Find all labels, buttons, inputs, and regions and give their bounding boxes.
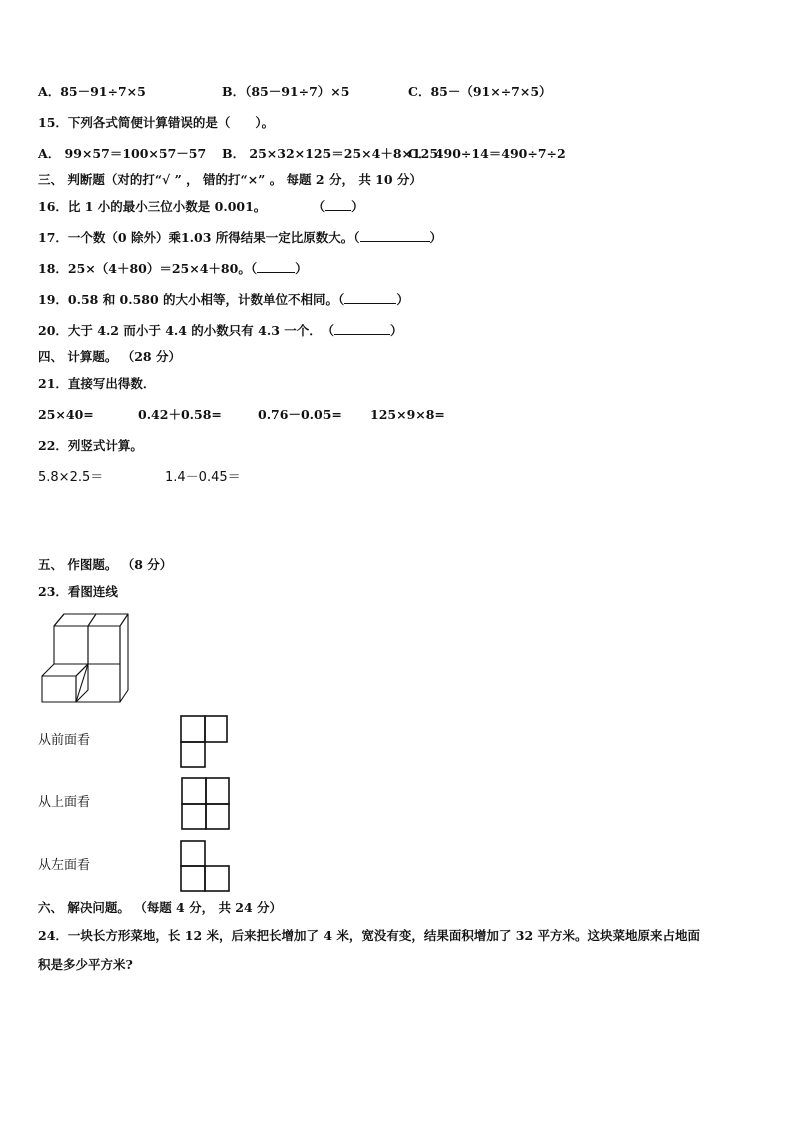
q17-text: 17．一个数（0 除外）乘1.03 所得结果一定比原数大。: [38, 230, 354, 245]
q16: [38, 199, 364, 215]
q16-answer-blank[interactable]: [325, 210, 351, 211]
q16-paren-close: ）: [351, 199, 364, 214]
q22-stem: 22．列竖式计算。: [38, 438, 143, 453]
q21-item: 0.76－0.05=: [258, 407, 342, 422]
q21-stem: 21．直接写出得数．: [38, 376, 156, 391]
q18: [38, 261, 308, 277]
q24-line-1: 24．一块长方形菜地，长 12 米，后来把长增加了 4 米，宽没有变，结果面积增加了 32 平方米。这块菜地原来占地面: [38, 928, 700, 943]
view-label-left: 从左面看: [38, 858, 91, 873]
section-3-heading: 三、 判断题（对的打“√ ” ， 错的打“×” 。 每题 2 分， 共 10 分）: [38, 172, 422, 187]
q14-option-b: B．（85－91÷7）×5: [222, 84, 350, 99]
q19-answer-blank[interactable]: [344, 303, 396, 304]
q21-item: 125×9×8=: [370, 407, 445, 422]
q17-paren-close: ）: [429, 230, 443, 245]
q17-answer-blank[interactable]: [360, 241, 430, 242]
q16-paren-open: （: [312, 199, 326, 214]
q21-item: 25×40=: [38, 407, 94, 422]
q16-text: 16．比 1 小的最小三位小数是 0.001。: [38, 199, 267, 214]
q20-paren-close: ）: [390, 323, 403, 338]
q15-option-c: C． 490÷14＝490÷7÷2: [408, 146, 566, 161]
q14-option-a: A．85－91÷7×5: [38, 84, 146, 99]
q22-item: 1.4－0.45＝: [165, 470, 241, 485]
q17: [38, 230, 442, 246]
q20-answer-blank[interactable]: [334, 334, 390, 335]
q19-text: 19．0.58 和 0.580 的大小相等，计数单位不相同。: [38, 292, 339, 307]
q22-item: 5.8×2.5＝: [38, 470, 104, 485]
q15-option-b: B． 25×32×125＝25×4＋8×125: [222, 146, 439, 161]
section-5-heading: 五、 作图题。 （8 分）: [38, 557, 173, 572]
q19-paren-open: （: [338, 292, 345, 307]
q23-stem: 23．看图连线: [38, 584, 118, 599]
q18-answer-blank[interactable]: [257, 272, 295, 273]
q15-option-a: A． 99×57＝100×57－57: [38, 146, 207, 161]
view-option-3[interactable]: [180, 840, 232, 894]
section-6-heading: 六、 解决问题。 （每题 4 分， 共 24 分）: [38, 900, 283, 915]
q20-paren-open: （: [327, 323, 335, 338]
view-label-top: 从上面看: [38, 795, 91, 810]
view-label-front: 从前面看: [38, 733, 91, 748]
section-4-heading: 四、 计算题。 （28 分）: [38, 349, 181, 364]
q18-paren-close: ）: [295, 261, 308, 276]
q14-option-c: C．85－（91×÷7×5）: [408, 84, 552, 99]
q24-line-2: 积是多少平方米?: [38, 957, 133, 972]
view-option-2[interactable]: [180, 777, 232, 831]
q17-paren-open: （: [353, 230, 360, 245]
q20-text: 20．大于 4.2 而小于 4.4 的小数只有 4.3 一个．: [38, 323, 322, 338]
q18-text: 18．25×（4＋80）＝25×4＋80。: [38, 261, 251, 276]
q19-paren-close: ）: [396, 292, 409, 307]
q15-stem: 15．下列各式简便计算错误的是（ ）。: [38, 115, 275, 130]
view-option-1[interactable]: [180, 715, 230, 769]
q18-paren-open: （: [250, 261, 258, 276]
q20: [38, 323, 403, 339]
q21-item: 0.42＋0.58=: [138, 407, 222, 422]
cube-arrangement-figure: [40, 610, 130, 706]
q19: [38, 292, 409, 308]
